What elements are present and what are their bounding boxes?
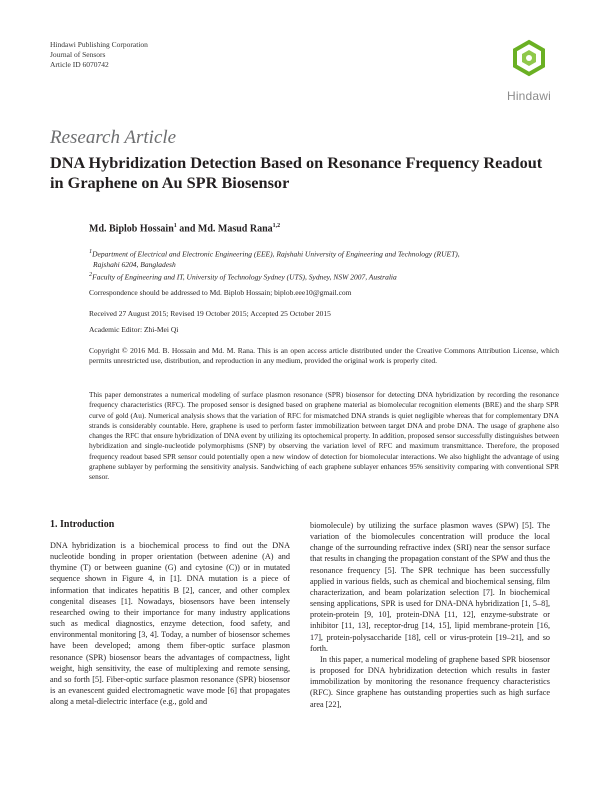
- correspondence: Correspondence should be addressed to Md. Biplob Hossain; biplob.eee10@gmail.com: [89, 288, 352, 297]
- author-name: Md. Biplob Hossain: [89, 223, 174, 235]
- hindawi-logo-icon: [498, 38, 560, 88]
- section-heading: 1. Introduction: [50, 519, 115, 530]
- logo-text: Hindawi: [506, 89, 552, 103]
- paragraph: DNA hybridization is a biochemical process to find out the DNA nucleotide bonding in proper orientation (between adenine (A) and thymine (T) or between guanine (G) and cytosine (C)) or in mutated sequence shown in Figure 4, in [1]. DNA mutation is a piece of information that indicates hepatitis B [2], cancer, and other complex congenital diseases [1]. Nowadays, biosensors have been intensely researched owing to their importance for many industry applications such as medical diagnostics, enzyme detection, food safety, and environmental monitoring [3, 4]. Today, a number of biosensor schemes have been developed; among them fiber-optic surface plasmon resonance (SPR) biosensor bears the advantages of compactness, light weight, high sensitivity, the ease of multiplexing and remote sensing, and so forth [5]. Fiber-optic surface plasmon resonance (SPR) biosensor is an evanescent guided electromagnetic wave mode [6] that propagates along a metal-dielectric interface (e.g., gold and: [50, 541, 290, 707]
- author-list: [89, 223, 280, 234]
- paragraph: biomolecule) by utilizing the surface plasmon waves (SPW) [5]. The variation of the biomolecules concentration will produce the local change of the surrounding refractive index (SRI) near the sensor surface that results in changing the propagation constant of the SPW and thus the resonance frequency [5]. The SPR technique has been successfully applied in various fields, such as chemical and biochemical sensing, film characterization, and beam polarization selection [7]. In biochemical sensing applications, SPR is used for DNA-DNA hybridization [1, 5–8], protein-protein [9, 10], protein-DNA [11, 12], enzyme-substrate or inhibitor [11, 13], receptor-drug [14, 15], lipid membrane-protein [16, 17], protein-polysaccharide [18], cell or virus-protein [19–21], and so forth.: [310, 521, 550, 653]
- publication-info: [50, 40, 148, 70]
- journal-name: Journal of Sensors: [50, 50, 106, 59]
- abstract: This paper demonstrates a numerical modeling of surface plasmon resonance (SPR) biosensor for detecting DNA hybridization by recording the resonance frequency characteristics (RFC). The proposed sensor is designed based on graphene material as biomolecular recognition elements (BRE) and the sharp SPR curve of gold (Au). Numerical analysis shows that the variation of RFC for mismatched DNA strands is quiet negligible whereas that for complementary DNA strands is considerably countable. Here, graphene is used to perform faster immobilization between target DNA and probe DNA. The usage of graphene also changes the RFC that ensure hybridization of DNA event by utilizing its optochemical property. In addition, proposed sensor successfully distinguishes between hybridization and single-nucleotide polymorphisms (SNP) by observing the variation level of RFC and maximum transmittance. Therefore, the proposed frequency readout based SPR sensor could potentially open a new window of detection for biomolecular interactions. We also highlight the advantage of using graphene sublayer by performing the sensitivity analysis. Sandwiching of each graphene sublayer enhances 95% sensitivity comparing with conventional SPR sensor.: [89, 390, 559, 482]
- article-type: Research Article: [50, 127, 177, 148]
- affiliations: [89, 247, 559, 282]
- paper-title: DNA Hybridization Detection Based on Resonance Frequency Readout in Graphene on Au SPR Biosensor: [50, 153, 543, 192]
- author-affiliation-mark: 1: [173, 223, 177, 229]
- hindawi-logo: [498, 38, 560, 104]
- article-id: Article ID 6070742: [50, 60, 109, 69]
- paragraph: In this paper, a numerical modeling of graphene based SPR biosensor is proposed for DNA hybridization detection which results in faster immobilization by monitoring the resonance frequency characteristics (RFC). Since graphene has outstanding properties such as high surface area [22],: [310, 654, 550, 709]
- affiliation-line: $^2$Faculty of Engineering and IT, University of Technology Sydney (UTS), Sydney, NSW 2007, Australia: [89, 270, 397, 281]
- affiliation-line: Rajshahi 6204, Bangladesh: [93, 259, 176, 269]
- copyright-notice: Copyright © 2016 Md. B. Hossain and Md. M. Rana. This is an open access article distributed under the Creative Commons Attribution License, which permits unrestricted use, distribution, and reproduction in any medium, provided the original work is properly cited.: [89, 346, 559, 366]
- affiliation-line: $^1$Department of Electrical and Electronic Engineering (EEE), Rajshahi University of Engineering and Technology (RUET),: [89, 248, 460, 259]
- publisher-name: Hindawi Publishing Corporation: [50, 40, 148, 49]
- author-name: Md. Masud Rana: [197, 223, 273, 235]
- body-column-left: [50, 540, 290, 707]
- body-column-right: [310, 520, 550, 710]
- academic-editor: Academic Editor: Zhi-Mei Qi: [89, 325, 179, 334]
- author-affiliation-mark: 1,2: [272, 223, 281, 229]
- article-dates: Received 27 August 2015; Revised 19 October 2015; Accepted 25 October 2015: [89, 309, 331, 318]
- author-conjunction: and: [176, 223, 198, 235]
